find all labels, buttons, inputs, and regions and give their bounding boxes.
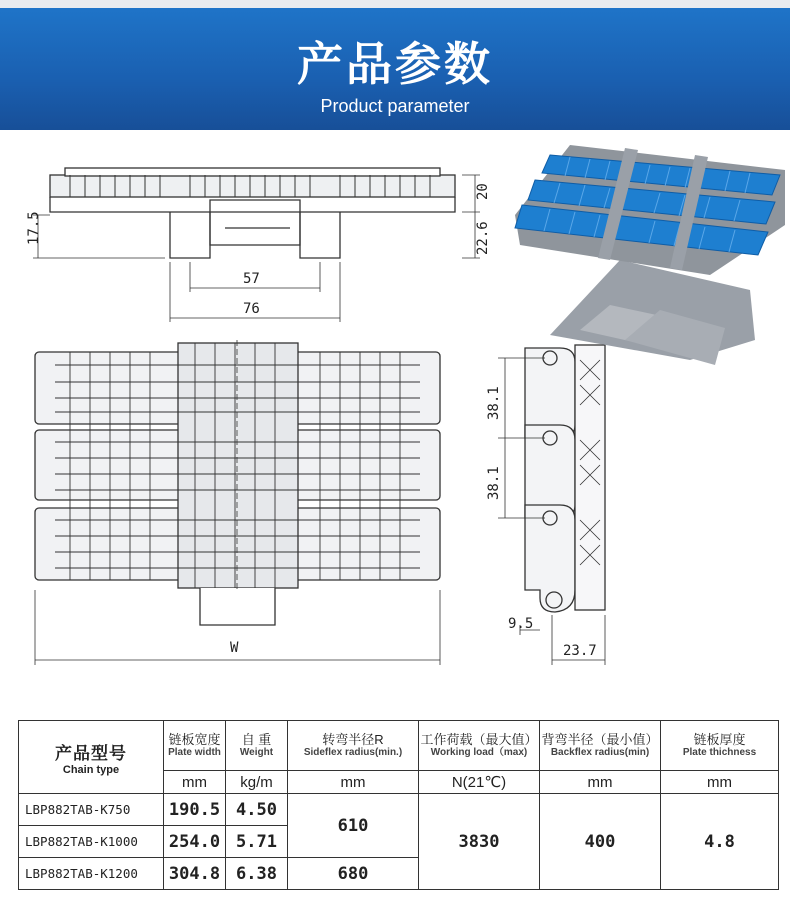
product-photo — [515, 145, 785, 365]
header-backflex-en: Backflex radius(min) — [550, 747, 650, 758]
row-weight: 6.38 — [226, 858, 288, 890]
unit-load: N(21℃) — [419, 771, 540, 794]
header-width — [164, 721, 226, 771]
technical-drawing — [0, 130, 790, 710]
header-radius-cn: 转弯半径R — [322, 732, 384, 747]
header-width-en: Plate width — [168, 747, 221, 758]
radius-value-b: 680 — [288, 858, 419, 890]
header-model — [19, 721, 164, 794]
header-width-cn: 链板宽度 — [168, 732, 221, 747]
row-weight: 4.50 — [226, 794, 288, 826]
row-width: 304.8 — [164, 858, 226, 890]
header-model-en: Chain type — [62, 763, 120, 776]
header-banner — [0, 0, 790, 130]
header-backflex-cn: 背弯半径（最小值） — [541, 732, 659, 747]
dim-17-5: 17.5 — [26, 211, 42, 245]
unit-radius: mm — [288, 771, 419, 794]
spec-table — [18, 720, 779, 890]
backflex-value: 400 — [540, 794, 661, 890]
banner-subtitle: Product parameter — [320, 96, 470, 116]
dim-38-1-top: 38.1 — [486, 386, 502, 420]
dim-23-7: 23.7 — [563, 643, 597, 659]
header-backflex — [540, 721, 661, 771]
load-value: 3830 — [419, 794, 540, 890]
row-model: LBP882TAB-K1200 — [19, 858, 164, 890]
header-load-en: Working load（max) — [430, 747, 528, 758]
dim-57: 57 — [243, 271, 260, 287]
dim-38-1-bottom: 38.1 — [486, 466, 502, 500]
row-width: 254.0 — [164, 826, 226, 858]
dim-22-6: 22.6 — [475, 221, 491, 255]
banner-title: 产品参数 — [297, 37, 493, 91]
header-weight — [226, 721, 288, 771]
header-thickness-cn: 链板厚度 — [693, 732, 746, 747]
row-model: LBP882TAB-K1000 — [19, 826, 164, 858]
dim-20: 20 — [475, 183, 491, 200]
dim-9-5: 9.5 — [508, 616, 534, 632]
unit-thickness: mm — [661, 771, 779, 794]
unit-width: mm — [164, 771, 226, 794]
dim-76: 76 — [243, 301, 260, 317]
radius-value-a: 610 — [288, 794, 419, 858]
row-width: 190.5 — [164, 794, 226, 826]
header-load-cn: 工作荷载（最大值） — [420, 732, 538, 747]
dim-w: W — [230, 640, 239, 656]
unit-backflex: mm — [540, 771, 661, 794]
header-weight-cn: 自 重 — [241, 732, 272, 747]
thickness-value: 4.8 — [661, 794, 779, 890]
header-radius — [288, 721, 419, 771]
row-weight: 5.71 — [226, 826, 288, 858]
side-view — [33, 168, 480, 322]
header-thickness — [661, 721, 779, 771]
plan-view — [35, 340, 440, 665]
table-row — [19, 794, 779, 826]
header-radius-en: Sideflex radius(min.) — [303, 747, 403, 758]
row-model: LBP882TAB-K750 — [19, 794, 164, 826]
unit-weight: kg/m — [226, 771, 288, 794]
header-load — [419, 721, 540, 771]
header-model-cn: 产品型号 — [55, 743, 127, 763]
header-weight-en: Weight — [239, 747, 274, 758]
header-thickness-en: Plate thichness — [682, 747, 757, 758]
